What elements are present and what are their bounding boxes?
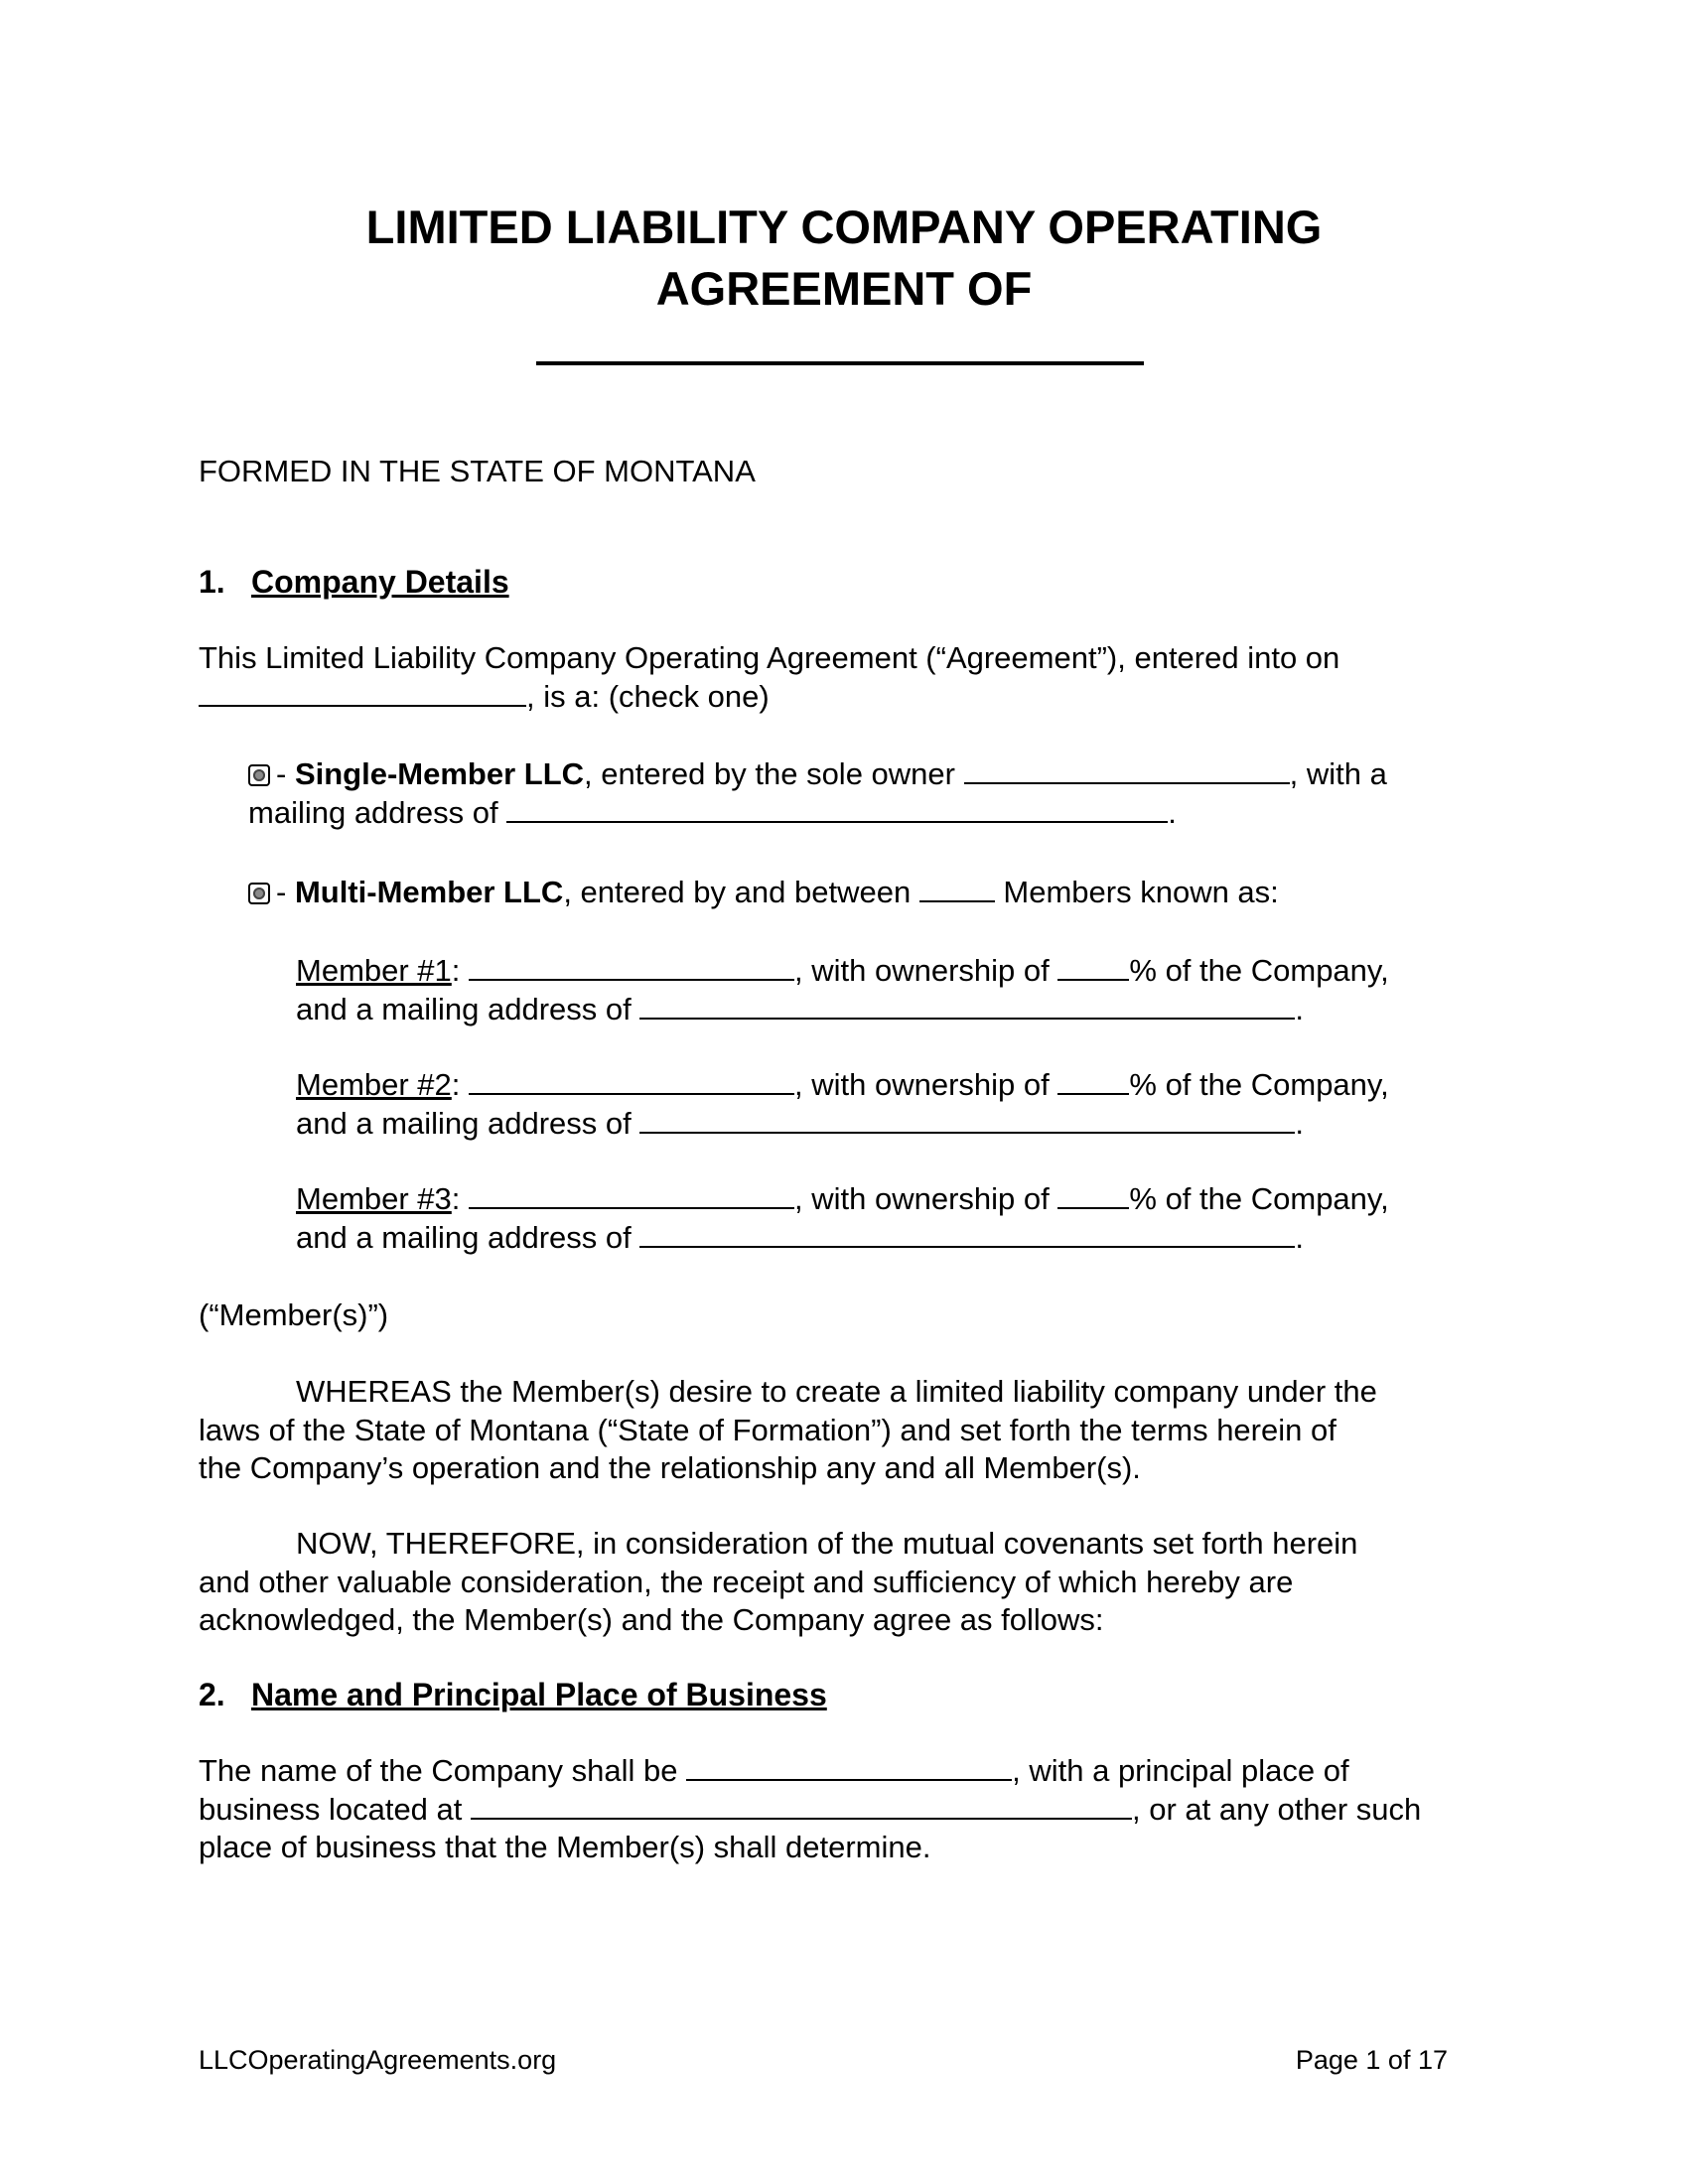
- single-member-checkbox[interactable]: [248, 764, 270, 786]
- footer-page-number: Page 1 of 17: [1295, 2045, 1448, 2075]
- company-name-blank: [536, 361, 1144, 365]
- member-2-label: Member #2: [296, 1067, 452, 1102]
- whereas-line-2: laws of the State of Montana (“State of Formation”) and set forth the terms herein of: [199, 1413, 1336, 1447]
- member-2-ownership-text: , with ownership of: [794, 1067, 1058, 1102]
- member-count-blank: [919, 875, 995, 902]
- member-2-percent-text: % of the Company,: [1129, 1067, 1389, 1102]
- principal-place-text: , with a principal place of: [1012, 1753, 1349, 1788]
- section-1-heading: Company Details: [251, 564, 509, 600]
- member-1-percent-text: % of the Company,: [1129, 953, 1389, 988]
- member-2-period: .: [1295, 1106, 1304, 1141]
- member-3-address-label: and a mailing address of: [296, 1220, 640, 1255]
- agreement-date-blank: [199, 679, 526, 707]
- title-line-2: AGREEMENT OF: [655, 262, 1033, 315]
- intro-line-2: [199, 678, 770, 716]
- now-therefore-line-3: acknowledged, the Member(s) and the Company agree as follows:: [199, 1602, 1104, 1637]
- multi-member-label: Multi-Member LLC: [294, 875, 564, 909]
- member-3-line-1: [296, 1180, 1389, 1218]
- single-member-text-1: , entered by the sole owner: [584, 756, 964, 791]
- member-2-address-label: and a mailing address of: [296, 1106, 640, 1141]
- section-2-line-2: [199, 1791, 1421, 1829]
- member-2-name-blank: [469, 1067, 794, 1095]
- multi-member-option: [248, 874, 1279, 911]
- member-3-period: .: [1295, 1220, 1304, 1255]
- whereas-line-1: WHEREAS the Member(s) desire to create a limited liability company under the: [296, 1374, 1377, 1409]
- single-member-dash: -: [276, 756, 295, 791]
- company-name-text: The name of the Company shall be: [199, 1753, 687, 1788]
- member-1-colon: :: [451, 953, 470, 988]
- section-1-number: 1.: [199, 564, 225, 600]
- member-3-ownership-text: , with ownership of: [794, 1181, 1058, 1216]
- other-place-text: , or at any other such: [1132, 1792, 1422, 1827]
- member-2-percent-blank: [1057, 1067, 1129, 1095]
- title-line-1: LIMITED LIABILITY COMPANY OPERATING: [365, 201, 1323, 253]
- member-3-percent-text: % of the Company,: [1129, 1181, 1389, 1216]
- member-3-colon: :: [451, 1181, 470, 1216]
- multi-member-text-1: , entered by and between: [563, 875, 919, 909]
- sole-owner-address-blank: [506, 795, 1168, 823]
- member-1-percent-blank: [1057, 953, 1129, 981]
- document-title: [0, 197, 1688, 320]
- business-address-blank: [471, 1792, 1132, 1820]
- now-therefore-line-2: and other valuable consideration, the receipt and sufficiency of which hereby are: [199, 1565, 1294, 1599]
- single-member-option: [248, 755, 1387, 793]
- multi-member-dash: -: [276, 875, 295, 909]
- member-2-address-blank: [639, 1106, 1295, 1134]
- formed-in-state: FORMED IN THE STATE OF MONTANA: [199, 454, 756, 488]
- member-1-label: Member #1: [296, 953, 452, 988]
- company-name-field-blank: [686, 1753, 1012, 1781]
- business-location-text: business located at: [199, 1792, 472, 1827]
- single-member-address-line: [248, 794, 1177, 832]
- member-3-address-blank: [639, 1220, 1295, 1248]
- members-definition: (“Member(s)”): [199, 1297, 389, 1332]
- member-1-ownership-text: , with ownership of: [794, 953, 1058, 988]
- member-1-period: .: [1295, 992, 1304, 1026]
- now-therefore-line-1: NOW, THEREFORE, in consideration of the mutual covenants set forth herein: [296, 1526, 1358, 1561]
- sole-owner-blank: [964, 756, 1290, 784]
- member-1-line-1: [296, 952, 1389, 990]
- member-3-label: Member #3: [296, 1181, 452, 1216]
- section-2-number: 2.: [199, 1677, 225, 1712]
- member-2-line-1: [296, 1066, 1389, 1104]
- member-2-line-2: [296, 1105, 1304, 1143]
- intro-line-2-text: , is a: (check one): [526, 679, 770, 714]
- member-1-address-label: and a mailing address of: [296, 992, 640, 1026]
- section-2-heading: Name and Principal Place of Business: [251, 1677, 827, 1712]
- member-3-line-2: [296, 1219, 1304, 1257]
- whereas-line-3: the Company’s operation and the relationship any and all Member(s).: [199, 1450, 1141, 1485]
- section-2-line-1: [199, 1752, 1349, 1790]
- single-member-label: Single-Member LLC: [294, 756, 585, 791]
- member-3-percent-blank: [1057, 1181, 1129, 1209]
- multi-member-checkbox[interactable]: [248, 883, 270, 904]
- single-member-address-label: mailing address of: [248, 795, 507, 830]
- footer-site: LLCOperatingAgreements.org: [199, 2045, 557, 2075]
- member-2-colon: :: [451, 1067, 470, 1102]
- multi-member-text-2: Members known as:: [994, 875, 1279, 909]
- intro-line-1: This Limited Liability Company Operating Agreement (“Agreement”), entered into on: [199, 640, 1340, 675]
- member-3-name-blank: [469, 1181, 794, 1209]
- member-1-name-blank: [469, 953, 794, 981]
- section-2-line-3: place of business that the Member(s) shall determine.: [199, 1830, 931, 1864]
- single-member-period: .: [1168, 795, 1177, 830]
- member-1-line-2: [296, 991, 1304, 1028]
- single-member-text-2: , with a: [1289, 756, 1387, 791]
- member-1-address-blank: [639, 992, 1295, 1020]
